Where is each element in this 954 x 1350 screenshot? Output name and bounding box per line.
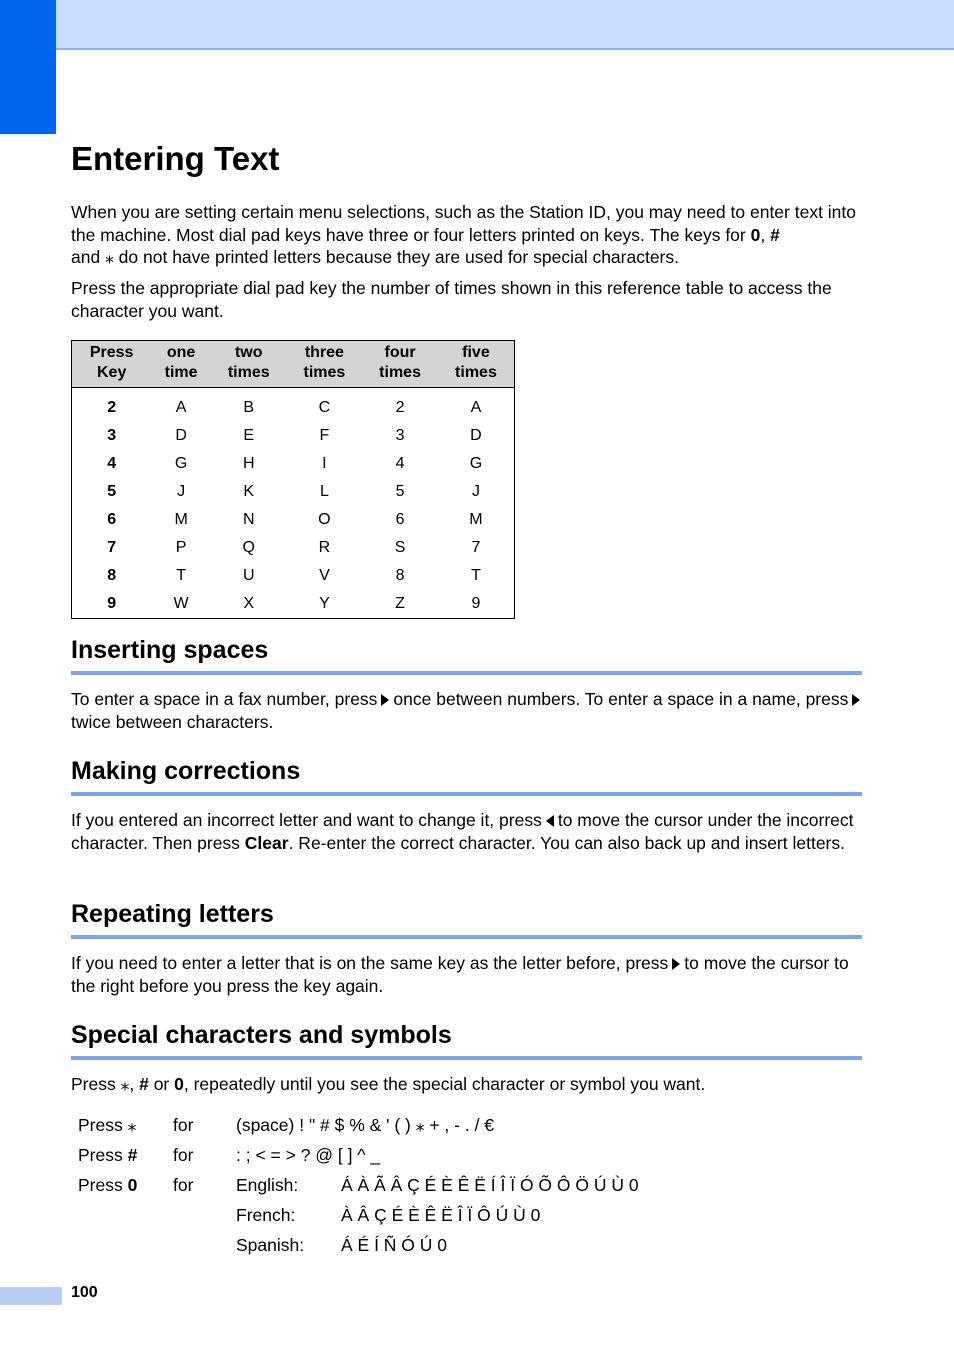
table-row: 8 T U V 8 T [107,567,481,584]
spanish-characters: Á É Í Ñ Ó Ú 0 [341,1234,447,1255]
key-zero: 0 [127,1174,138,1195]
english-characters: Á À Ã Â Ç É È Ê Ë Í Î Ï Ó Õ Ô Ö Ú Ù 0 [341,1174,639,1195]
page-title: Entering Text [71,140,280,177]
spaces-paragraph: To enter a space in a fax number, press once between numbers. To enter a space in a name, presstwice between characters. [71,688,871,733]
table-row: 9 W X Y Z 9 [107,595,481,612]
table-row: 7 P Q R S 7 [107,539,481,556]
clear-key: Clear [244,832,289,853]
symbols-row-star: Press ⁎ for (space) ! " # $ % & ' ( ) ⁎ + , - . / € [71,1110,639,1140]
header-one-time: one time [151,341,211,388]
key-hash: # [127,1144,138,1165]
table-row: 6 M N O 6 M [107,511,483,528]
right-arrow-key-icon [852,694,860,706]
table-row: 5 J K L 5 J [107,483,480,500]
table-row: 4 G H I 4 G [107,455,483,472]
key-hash: # [139,1074,149,1094]
intro-paragraph-1 [71,201,871,269]
header-press-key: Press Key [72,341,152,388]
french-characters: À Â Ç É È Ê Ë Î Ï Ô Ú Ù 0 [341,1204,541,1225]
header-five-times: five times [438,341,515,388]
symbols-row-zero-french: French: À Â Ç É È Ê Ë Î Ï Ô Ú Ù 0 [71,1200,639,1230]
intro-paragraph-2: Press the appropriate dial pad key the number of times shown in this reference table to access the character you want. [71,278,832,321]
star-key-icon: ⁎ [105,247,114,267]
header-two-times: two times [211,341,287,388]
symbols-row-zero-english: Press 0 for English: Á À Ã Â Ç É È Ê Ë Í Î Ï Ó Õ Ô Ö Ú Ù 0 [71,1170,639,1200]
star-characters: (space) ! " # $ % & ' ( ) ⁎ + , - . / € [236,1114,495,1135]
right-arrow-key-icon [672,958,680,970]
symbols-row-zero-spanish: Spanish: Á É Í Ñ Ó Ú 0 [71,1230,639,1260]
page-number: 100 [71,1284,98,1301]
heading-making-corrections: Making corrections [71,757,862,796]
key-hash: # [770,224,780,245]
table-row: 3 D E F 3 D [107,427,482,444]
header-three-times: three times [287,341,363,388]
key-zero: 0 [750,224,761,245]
heading-repeating-letters: Repeating letters [71,900,862,939]
header-four-times: four times [362,341,438,388]
chapter-tab [0,0,56,134]
corrections-paragraph: If you entered an incorrect letter and want to change it, press to move the cursor under the incorrect character. Then press Clear. Re-enter the correct character. You can also back up and insert letters. [71,810,854,853]
left-arrow-key-icon [546,815,554,827]
table-header-row [72,341,515,388]
heading-inserting-spaces: Inserting spaces [71,636,862,675]
intro-sep: , [760,224,771,245]
intro-text-a: When you are setting certain menu selections, such as the Station ID, you may need to enter text into the machine. Most dial pad keys have three or four letters printed on keys. The keys for [71,202,857,245]
intro-text-c: do not have printed letters because they are used for special characters. [113,247,679,267]
key-reference-table [71,340,515,619]
special-paragraph: Press ⁎, # or 0, repeatedly until you see the special character or symbol you want. [71,1074,706,1094]
star-key-icon: ⁎ [127,1114,137,1135]
hash-characters: : ; < = > ? @ [ ] ^ _ [236,1144,381,1165]
footer-band [0,1287,62,1305]
table-row: 2 A B C 2 A [107,399,482,416]
symbols-table [71,1110,639,1260]
header-band [56,0,954,50]
heading-special-characters: Special characters and symbols [71,1021,862,1060]
star-key-icon: ⁎ [120,1074,130,1094]
key-zero: 0 [174,1074,184,1094]
symbols-row-hash: Press # for : ; < = > ? @ [ ] ^ _ [71,1140,639,1170]
repeating-paragraph: If you need to enter a letter that is on the same key as the letter before, press to move the cursor to the right before you press the key again. [71,953,849,996]
right-arrow-key-icon [381,694,389,706]
intro-text-b: and [71,247,106,267]
